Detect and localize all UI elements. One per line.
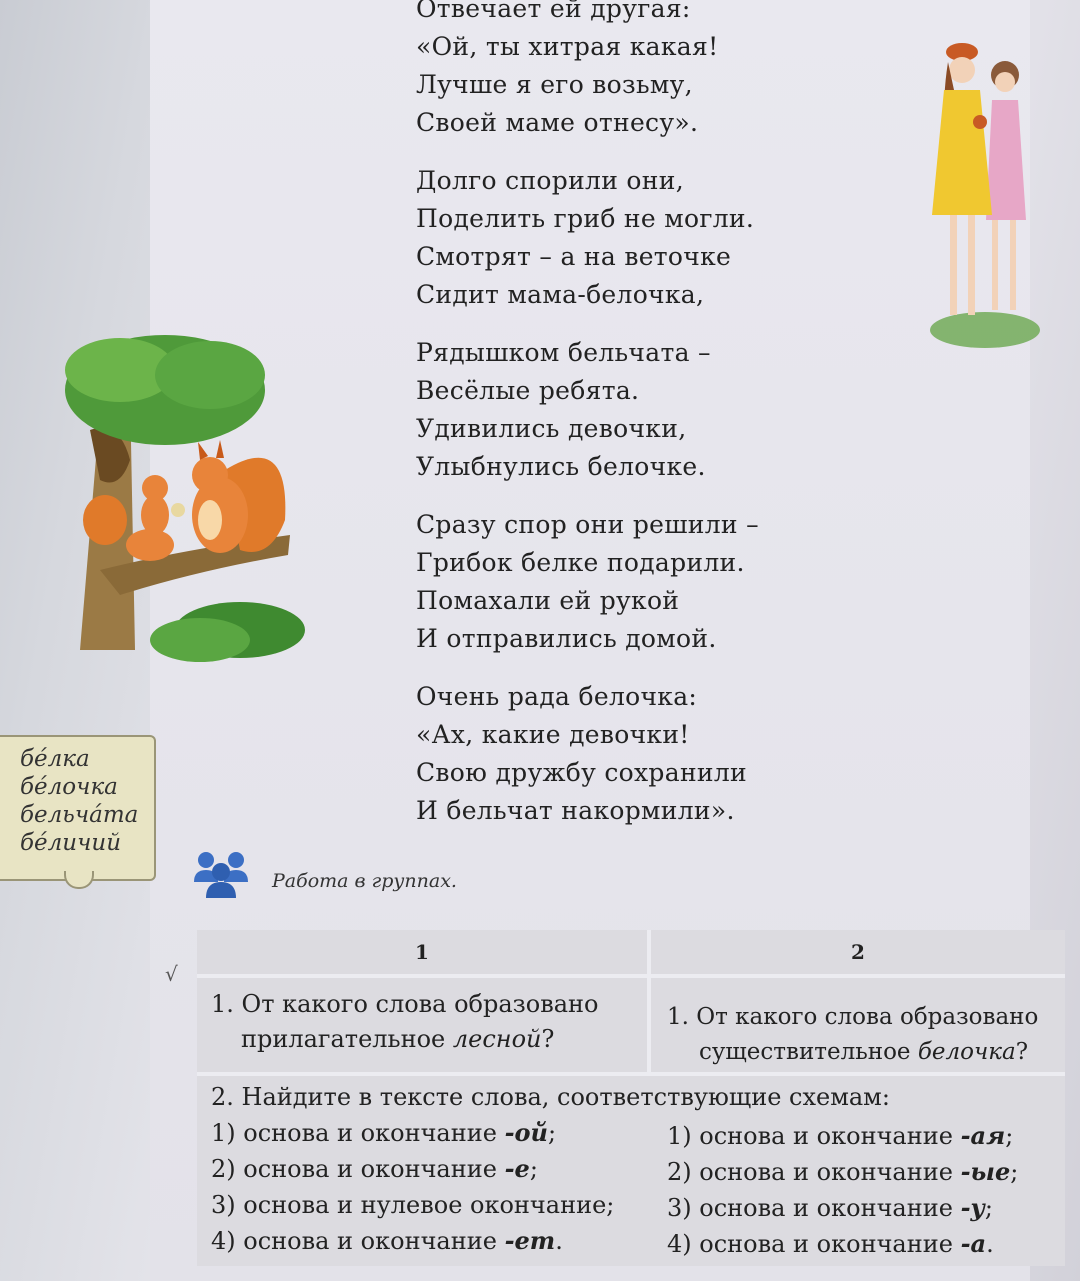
poem-line: Улыбнулись белочке. xyxy=(416,452,706,481)
scheme-text: 1) основа и окончание xyxy=(667,1122,961,1150)
group-work-label: Работа в группах. xyxy=(272,870,457,892)
check-mark: √ xyxy=(165,962,178,986)
vocabulary-box xyxy=(0,735,156,881)
poem-line: Удивились девочки, xyxy=(416,414,687,443)
scheme-item xyxy=(211,1115,614,1151)
task-punct: ? xyxy=(1015,1039,1029,1065)
scheme-punct: ; xyxy=(1010,1158,1019,1186)
scheme-ending: -ой xyxy=(504,1118,548,1147)
stanza xyxy=(416,162,836,314)
scheme-text: 3) основа и окончание xyxy=(667,1194,961,1222)
poem-line: Смотрят – а на веточке xyxy=(416,242,732,271)
scheme-item xyxy=(211,1187,614,1223)
poem-line: Сразу спор они решили – xyxy=(416,510,759,539)
task-punct: ? xyxy=(541,1025,555,1053)
poem-line: Рядышком бельчата – xyxy=(416,338,711,367)
scheme-item xyxy=(667,1190,1018,1226)
scheme-item xyxy=(211,1223,614,1259)
stanza xyxy=(416,334,836,486)
task-1-col1 xyxy=(211,987,598,1057)
stanza xyxy=(416,678,836,830)
column-divider xyxy=(647,930,651,1072)
vocabulary-notch xyxy=(64,871,94,889)
stanza xyxy=(416,506,836,658)
vocabulary-word: бе́лочка xyxy=(20,774,118,800)
scheme-ending: -а xyxy=(960,1229,987,1258)
scheme-text: 2) основа и окончание xyxy=(667,1158,961,1186)
task-2-heading: 2. Найдите в тексте слова, соответствующие схемам: xyxy=(211,1083,890,1111)
task-word: лесной xyxy=(452,1025,542,1053)
poem-line: Весёлые ребята. xyxy=(416,376,640,405)
column-header-1: 1 xyxy=(415,940,429,964)
poem-line: Свою дружбу сохранили xyxy=(416,758,748,787)
vocabulary-word: бе́лка xyxy=(20,746,90,772)
poem-line: Поделить гриб не могли. xyxy=(416,204,755,233)
scheme-text: 3) основа и нулевое окончание; xyxy=(211,1191,615,1219)
column-header-2: 2 xyxy=(851,940,865,964)
task-2-col2-list xyxy=(667,1118,1018,1262)
scheme-text: 4) основа и окончание xyxy=(667,1230,961,1258)
poem-line: Грибок белке подарили. xyxy=(416,548,745,577)
task-word: белочка xyxy=(917,1039,1016,1065)
scheme-punct: . xyxy=(555,1227,563,1255)
scheme-text: 4) основа и окончание xyxy=(211,1227,505,1255)
squirrels-illustration xyxy=(60,320,305,670)
poem-line: «Ах, какие девочки! xyxy=(416,720,690,749)
scheme-punct: ; xyxy=(1005,1122,1014,1150)
girls-illustration xyxy=(930,30,1040,350)
scheme-ending: -е xyxy=(504,1154,530,1183)
poem-line: И бельчат накормили». xyxy=(416,796,735,825)
poem-line: Сидит мама-белочка, xyxy=(416,280,705,309)
task-text-part: прилагательное xyxy=(241,1025,453,1053)
poem-line: Лучше я его возьму, xyxy=(416,70,693,99)
poem-line: Долго спорили они, xyxy=(416,166,684,195)
task-text: 1. От какого слова образовано xyxy=(667,1004,1039,1030)
poem-line: Отвечает ей другая: xyxy=(416,0,691,23)
scheme-item xyxy=(667,1154,1018,1190)
scheme-item xyxy=(667,1226,1018,1262)
scheme-punct: . xyxy=(986,1230,994,1258)
task-text-part: существительное xyxy=(699,1039,918,1065)
vocabulary-word: бе́личий xyxy=(20,830,122,856)
poem-line: Очень рада белочка: xyxy=(416,682,698,711)
stanza xyxy=(416,0,836,142)
scheme-punct: ; xyxy=(984,1194,993,1222)
vocabulary-list xyxy=(0,737,154,857)
scheme-punct: ; xyxy=(529,1155,538,1183)
scheme-text: 2) основа и окончание xyxy=(211,1155,505,1183)
task-text xyxy=(667,1035,1038,1070)
poem-line: И отправились домой. xyxy=(416,624,717,653)
task-text xyxy=(211,1022,598,1057)
row-divider xyxy=(197,974,1065,978)
scheme-item xyxy=(667,1118,1018,1154)
task-1-col2 xyxy=(667,1000,1038,1070)
scheme-item xyxy=(211,1151,614,1187)
poem-line: Своей маме отнесу». xyxy=(416,108,699,137)
poem-line: «Ой, ты хитрая какая! xyxy=(416,32,719,61)
scheme-punct: ; xyxy=(548,1119,557,1147)
vocabulary-word: бельча́та xyxy=(20,802,139,828)
task-table xyxy=(197,930,1065,1266)
poem xyxy=(416,0,836,850)
scheme-ending: -ая xyxy=(960,1121,1006,1150)
group-people-icon xyxy=(192,848,250,900)
poem-line: Помахали ей рукой xyxy=(416,586,680,615)
row-divider xyxy=(197,1072,1065,1076)
task-2-col1-list xyxy=(211,1115,614,1259)
scheme-ending: -у xyxy=(960,1193,985,1222)
task-text: 1. От какого слова образовано xyxy=(211,990,599,1018)
scheme-ending: -ые xyxy=(960,1157,1011,1186)
scheme-text: 1) основа и окончание xyxy=(211,1119,505,1147)
scheme-ending: -ет xyxy=(504,1226,556,1255)
